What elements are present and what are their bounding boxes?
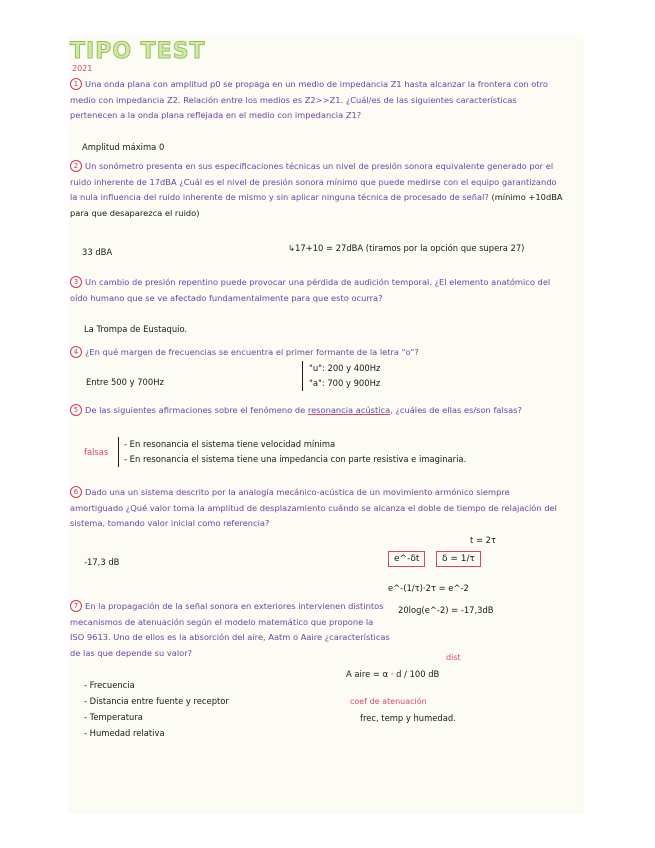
option-2: - En resonancia el sistema tiene una impedancia con parte resistiva e imaginaria.: [124, 454, 467, 464]
page-title: TIPO TEST: [70, 39, 206, 64]
question-text-end: , ¿cuáles de ellas es/son falsas?: [390, 405, 522, 415]
year-label: 2021: [72, 64, 93, 73]
answer-2: 33 dBA: [82, 247, 113, 257]
question-number: 1: [70, 78, 82, 90]
question-text: Un cambio de presión repentino puede provocar una pérdida de audición temporal. ¿El elemento anatómico del oído humano que se ve afectado fundamentalmente para que esto ocurra?: [70, 277, 551, 303]
formants-aside: [302, 361, 380, 391]
answers-7: [84, 677, 229, 741]
coef-label: coef de atenuación: [350, 697, 427, 706]
formant-u: "u": 200 y 400Hz: [309, 363, 381, 373]
question-text: En la propagación de la señal sonora en exteriores intervienen distintos mecanismos de atenuación según el modelo matemático que propone la ISO 9613. Uno de ellos es la absorción del aire, Aatm o Aaire ¿características de las que depende su valor?: [70, 601, 390, 658]
option-1: - En resonancia el sistema tiene velocidad mínima: [124, 439, 336, 449]
answer-7-1: - Frecuencia: [84, 680, 135, 690]
calc-t: t = 2τ: [470, 535, 496, 545]
falsas-options: [118, 437, 564, 467]
deps-label: frec, temp y humedad.: [360, 713, 456, 723]
calc-2: ↳17+10 = 27dBA (tiramos por la opción que supera 27): [288, 243, 525, 253]
question-highlight: resonancia acústica: [307, 405, 391, 415]
question-4: [70, 345, 563, 361]
question-number: 4: [70, 346, 82, 358]
question-5: [70, 403, 563, 419]
answer-4: Entre 500 y 700Hz: [86, 377, 164, 387]
formula-exp: e^-(1/τ)·2τ = e^-2: [388, 583, 469, 593]
question-number: 7: [70, 600, 82, 612]
dist-label: dist: [446, 653, 461, 662]
question-number: 2: [70, 160, 82, 172]
question-6: [70, 485, 563, 532]
formula-box-1: e^-δt: [388, 551, 425, 567]
question-text: ¿En qué margen de frecuencias se encuentra el primer formante de la letra "o"?: [85, 347, 419, 357]
question-1: [70, 77, 563, 124]
notebook-page: [70, 37, 583, 812]
question-text: De las siguientes afirmaciones sobre el fenómeno de: [85, 405, 308, 415]
question-2: [70, 159, 563, 221]
answer-7-4: - Humedad relativa: [84, 728, 165, 738]
question-7: [70, 599, 390, 661]
question-note: (mínimo +10dBA para que desaparezca el ruido): [70, 192, 563, 218]
question-text: Dado una un sistema descrito por la analogía mecánico-acústica de un movimiento armónico siempre amortiguado ¿Qué valor toma la amplitud de desplazamiento cuándo se alcanza el doble de tiempo de relajación del sistema, tomando valor inicial como referencia?: [70, 487, 557, 528]
question-text: Una onda plana con amplitud p0 se propaga en un medio de impedancia Z1 hasta alcanzar la frontera con otro medio con impedancia Z2. Relación entre los medios es Z2>>Z1. ¿Cuál/es de las siguientes características pertenecen a la onda plana reflejada en el medio con impedancia Z1?: [70, 79, 548, 120]
falsas-label: falsas: [84, 447, 109, 457]
question-number: 3: [70, 276, 82, 288]
answer-1: Amplitud máxima 0: [82, 142, 165, 152]
formula-box-2: δ = 1/τ: [436, 551, 481, 567]
question-number: 6: [70, 486, 82, 498]
aaire-formula: A aire = α · d / 100 dB: [346, 669, 440, 679]
answer-6: -17,3 dB: [84, 557, 120, 567]
formant-a: "a": 700 y 900Hz: [309, 378, 381, 388]
answer-7-2: - Distancia entre fuente y receptor: [84, 696, 229, 706]
question-3: [70, 275, 563, 306]
question-text: Un sonómetro presenta en sus especificaciones técnicas un nivel de presión sonora equivalente generado por el ruido inherente de 17dBA ¿Cuál es el nivel de presión sonora mínimo que puede medirse con el equipo garantizando la nula influencia del ruido inherente de mismo y sin aplicar ninguna técnica de procesado de señal?: [70, 161, 557, 202]
answer-3: La Trompa de Eustaquio.: [84, 324, 188, 334]
formula-log: 20log(e^-2) = -17,3dB: [398, 605, 494, 615]
question-number: 5: [70, 404, 82, 416]
answer-7-3: - Temperatura: [84, 712, 143, 722]
